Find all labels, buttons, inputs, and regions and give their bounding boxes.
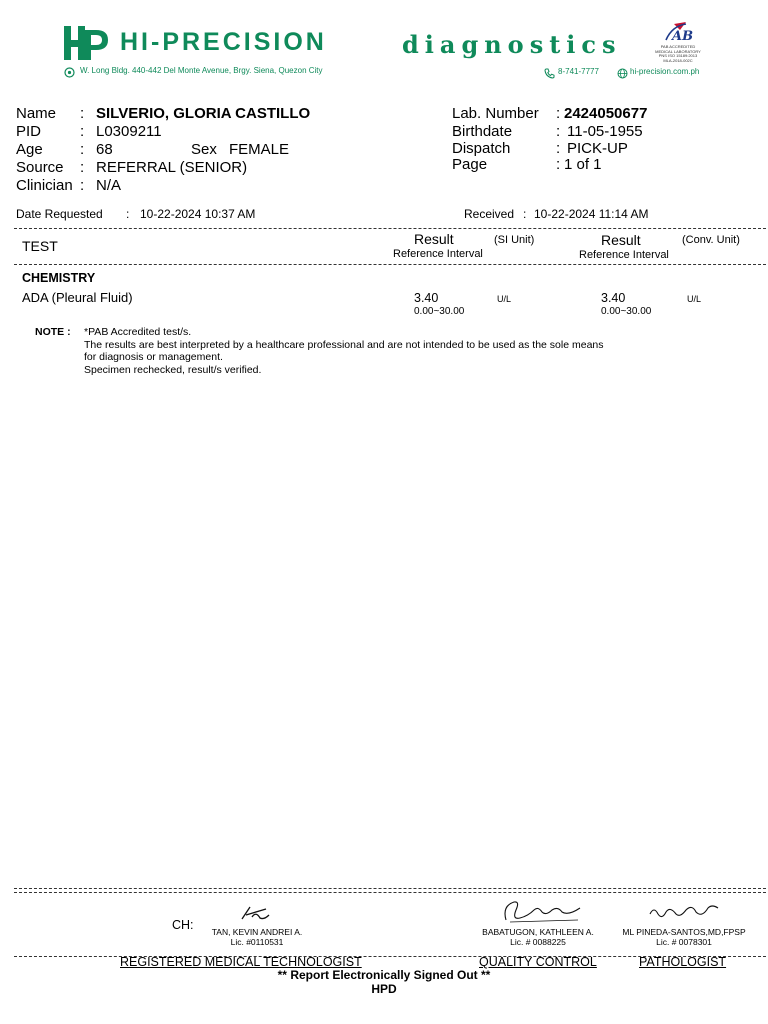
si-result-header: Result bbox=[414, 231, 454, 247]
note-line: for diagnosis or management. bbox=[84, 351, 223, 363]
patient-pid: L0309211 bbox=[96, 123, 162, 140]
pathologist-license: Lic. # 0078301 bbox=[656, 937, 712, 947]
test-name: ADA (Pleural Fluid) bbox=[22, 290, 133, 305]
received-date: 10-22-2024 11:14 AM bbox=[534, 207, 649, 221]
divider bbox=[14, 892, 766, 893]
section-title: CHEMISTRY bbox=[22, 271, 96, 285]
pid-label: PID bbox=[16, 123, 42, 140]
qc-name: BABATUGON, KATHLEEN A. bbox=[482, 927, 594, 937]
divider bbox=[14, 228, 766, 229]
colon: : bbox=[556, 123, 561, 140]
location-icon bbox=[64, 65, 75, 83]
brand-tagline: diagnostics bbox=[402, 30, 622, 59]
si-unit-header: (SI Unit) bbox=[494, 234, 535, 246]
ch-label: CH: bbox=[172, 918, 194, 932]
si-unit: U/L bbox=[497, 294, 512, 304]
accreditation-line-3: PNS ISO 15189:2013 bbox=[658, 53, 698, 59]
sex-label: Sex bbox=[191, 141, 217, 158]
pab-accreditation-seal bbox=[652, 20, 704, 66]
colon: : bbox=[80, 159, 85, 176]
qc-license: Lic. # 0088225 bbox=[510, 937, 566, 947]
note-line: The results are best interpreted by a healthcare professional and are not intended to be used as the sole means bbox=[84, 338, 604, 351]
si-result: 3.40 bbox=[414, 291, 439, 305]
lab-number: 2424050677 bbox=[564, 105, 648, 122]
source-label: Source bbox=[16, 159, 64, 176]
age-label: Age bbox=[16, 141, 43, 158]
divider bbox=[14, 264, 766, 265]
patient-name: SILVERIO, GLORIA CASTILLO bbox=[96, 105, 311, 122]
patient-clinician: N/A bbox=[96, 177, 122, 194]
conv-unit-header: (Conv. Unit) bbox=[682, 234, 740, 246]
lab-number-label: Lab. Number bbox=[452, 105, 539, 122]
signed-out-notice: ** Report Electronically Signed Out ** bbox=[277, 968, 491, 982]
company-phone: 8-741-7777 bbox=[558, 67, 599, 76]
patient-sex: FEMALE bbox=[229, 141, 290, 158]
footer-code: HPD bbox=[371, 982, 397, 996]
conv-reference-header: Reference Interval bbox=[579, 249, 669, 261]
note-text bbox=[84, 326, 604, 376]
company-logo bbox=[64, 26, 110, 60]
birthdate-label: Birthdate bbox=[452, 123, 513, 140]
patient-source: REFERRAL (SENIOR) bbox=[96, 159, 248, 176]
accreditation-line-4: MLA-2018-002C bbox=[663, 57, 693, 63]
name-label: Name bbox=[16, 105, 57, 122]
company-website: hi-precision.com.ph bbox=[630, 67, 700, 76]
test-column-header: TEST bbox=[22, 238, 58, 254]
medtech-name: TAN, KEVIN ANDREI A. bbox=[211, 927, 303, 937]
patient-age: 68 bbox=[96, 141, 113, 158]
dispatch: PICK-UP bbox=[567, 140, 628, 157]
date-requested: 10-22-2024 10:37 AM bbox=[140, 207, 256, 221]
colon: : bbox=[556, 105, 561, 122]
note-line: Specimen rechecked, result/s verified. bbox=[84, 363, 262, 376]
si-reference: 0.00~30.00 bbox=[414, 306, 465, 317]
colon: : bbox=[556, 156, 561, 173]
pathologist-signature bbox=[646, 900, 722, 927]
accreditation-line-2: MEDICAL LABORATORY bbox=[655, 48, 701, 54]
medtech-signature bbox=[238, 903, 272, 928]
colon: : bbox=[126, 207, 130, 221]
role-pathologist: PATHOLOGIST bbox=[639, 955, 727, 969]
role-quality-control: QUALITY CONTROL bbox=[479, 955, 597, 969]
date-requested-label: Date Requested bbox=[16, 207, 103, 221]
brand-name: HI-PRECISION bbox=[120, 28, 327, 56]
colon: : bbox=[80, 123, 85, 140]
company-address: W. Long Bldg. 440-442 Del Monte Avenue, Brgy. Siena, Quezon City bbox=[80, 66, 323, 75]
accreditation-line-1: PAB ACCREDITED bbox=[660, 44, 696, 49]
conv-reference: 0.00~30.00 bbox=[601, 306, 652, 317]
conv-result: 3.40 bbox=[601, 291, 626, 305]
page-label: Page bbox=[452, 156, 488, 173]
role-medtech: REGISTERED MEDICAL TECHNOLOGIST bbox=[120, 955, 362, 969]
note-line: *PAB Accredited test/s. bbox=[84, 326, 192, 338]
medtech-license: Lic. #0110531 bbox=[230, 937, 284, 947]
colon: : bbox=[523, 207, 527, 221]
colon: : bbox=[556, 140, 561, 157]
conv-result-header: Result bbox=[601, 232, 641, 248]
colon: : bbox=[80, 141, 85, 158]
divider bbox=[14, 888, 766, 889]
svg-text:AB: AB bbox=[672, 29, 694, 44]
dispatch-label: Dispatch bbox=[452, 140, 511, 157]
conv-unit: U/L bbox=[687, 294, 702, 304]
note-label: NOTE : bbox=[35, 326, 71, 338]
si-reference-header: Reference Interval bbox=[393, 248, 483, 260]
globe-icon bbox=[617, 66, 628, 84]
pathologist-name: ML PINEDA-SANTOS,MD,FPSP bbox=[622, 927, 746, 937]
page-number: 1 of 1 bbox=[564, 156, 602, 173]
birthdate: 11-05-1955 bbox=[567, 123, 643, 140]
clinician-label: Clinician bbox=[16, 177, 73, 194]
colon: : bbox=[80, 177, 85, 194]
phone-icon bbox=[544, 66, 555, 84]
received-label: Received bbox=[464, 207, 515, 221]
colon: : bbox=[80, 105, 85, 122]
